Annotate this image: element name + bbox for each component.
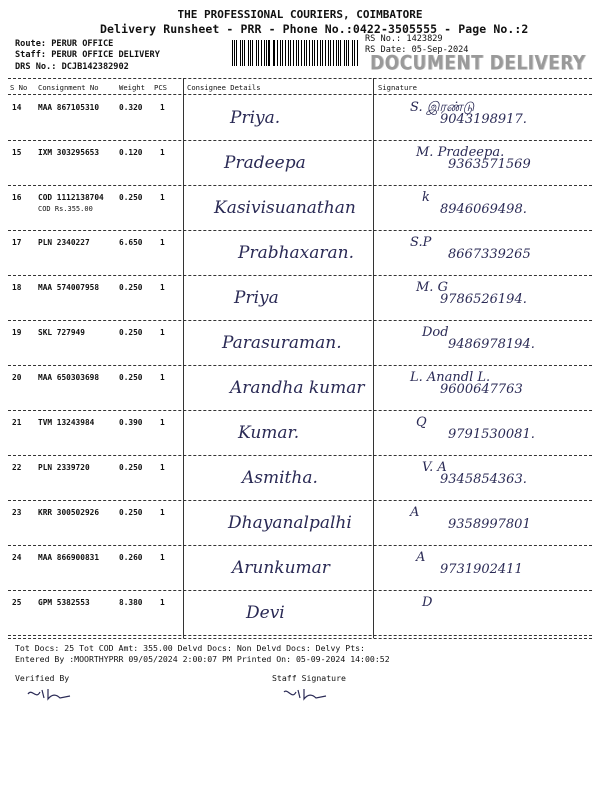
row-separator [8,230,592,231]
row-signature-mark: Q [416,415,427,430]
row-pcs: 1 [160,148,165,157]
barcode-bar [348,40,349,66]
row-consignee-name: Prabhaxaran. [238,243,355,263]
row-consignee-name: Arandha kumar [230,378,365,398]
rs-date: RS Date: 05-Sep-2024 [365,45,469,55]
row-sno: 23 [12,508,22,517]
row-separator [8,365,592,366]
row-pcs: 1 [160,238,165,247]
rs-number: RS No.: 1423829 [365,34,443,44]
row-signature-mark: A [416,550,426,565]
row-signature-mark: L. Anandl L. [410,370,491,385]
row-consignment-no: GPM 5382553 [38,598,90,607]
barcode-bar [288,40,289,66]
row-signature-mark: M. Pradeepa. [416,145,505,160]
row-sno: 20 [12,373,22,382]
row-weight: 0.250 [119,283,143,292]
column-header-consignment: Consignment No [38,83,99,92]
row-signature-phone: 9486978194. [448,337,535,352]
row-pcs: 1 [160,373,165,382]
row-consignment-no: MAA 574007958 [38,283,100,292]
row-sno: 15 [12,148,22,157]
row-sno: 14 [12,103,22,112]
row-pcs: 1 [160,103,165,112]
barcode-image [232,40,360,66]
row-weight: 6.650 [119,238,143,247]
row-consignment-no: MAA 650303698 [38,373,100,382]
row-sno: 25 [12,598,22,607]
row-cod-amount: COD Rs.355.00 [38,205,93,213]
totals-line: Tot Docs: 25 Tot COD Amt: 355.00 Delvd Docs: Non Delvd Docs: Delvy Pts: [15,643,365,653]
row-separator [8,500,592,501]
row-consignment-no: COD 1112138704 [38,193,104,202]
row-sno: 24 [12,553,22,562]
table-header-rule [8,94,592,95]
barcode-bar [354,40,355,66]
barcode-bar [314,40,315,66]
drs-number: DRS No.: DCJB142382902 [15,62,129,72]
row-consignee-name: Parasuraman. [222,333,342,353]
barcode-bar [274,40,275,66]
row-weight: 0.250 [119,373,143,382]
row-signature-mark: V. A [422,460,447,475]
row-consignee-name: Priya [234,288,279,308]
row-weight: 0.250 [119,463,143,472]
row-separator [8,140,592,141]
row-consignee-name: Priya. [230,108,281,128]
barcode-bar [340,40,341,66]
row-pcs: 1 [160,193,165,202]
barcode-bar [322,40,323,66]
row-consignment-no: KRR 300502926 [38,508,100,517]
row-separator [8,545,592,546]
row-consignee-name: Dhayanalpalhi [228,513,352,533]
barcode-bar [252,40,253,66]
barcode-bar [268,40,269,66]
row-weight: 0.120 [119,148,143,157]
row-sno: 19 [12,328,22,337]
barcode-bar [282,40,283,66]
row-separator [8,635,592,636]
row-pcs: 1 [160,598,165,607]
row-weight: 0.390 [119,418,143,427]
row-consignee-name: Kasivisuanathan [214,198,356,218]
route-label: Route: PERUR OFFICE [15,39,114,49]
row-signature-phone: 9363571569 [448,157,531,172]
barcode-bar [312,40,313,66]
row-signature-mark: M. G [416,280,448,295]
row-pcs: 1 [160,463,165,472]
row-sno: 18 [12,283,22,292]
row-consignee-name: Asmitha. [242,468,318,488]
document-delivery-stamp: DOCUMENT DELIVERY [370,52,586,75]
row-signature-phone: 9043198917. [440,112,527,127]
barcode-bar [328,40,329,66]
row-separator [8,320,592,321]
row-separator [8,455,592,456]
row-consignment-no: SKL 727949 [38,328,85,337]
barcode-bar [298,40,299,66]
row-signature-phone: 9358997801 [448,517,531,532]
row-signature-phone: 9786526194. [440,292,527,307]
row-signature-phone: 9791530081. [448,427,535,442]
row-weight: 0.250 [119,508,143,517]
row-sno: 17 [12,238,22,247]
row-consignee-name: Kumar. [238,423,300,443]
row-consignment-no: TVM 13243984 [38,418,95,427]
column-header-consignee: Consignee Details [187,83,261,92]
column-header-pcs: PCS [154,83,167,92]
row-signature-phone: 9731902411 [440,562,523,577]
row-consignee-name: Devi [246,603,285,623]
row-signature-phone: 8667339265 [448,247,531,262]
row-signature-mark: Dod [422,325,449,340]
staff-signature [282,686,328,702]
row-weight: 0.250 [119,328,143,337]
row-pcs: 1 [160,508,165,517]
row-sno: 22 [12,463,22,472]
table-bottom-rule [8,638,592,639]
row-separator [8,185,592,186]
row-pcs: 1 [160,418,165,427]
row-signature-mark: D [422,595,433,610]
staff-signature-label: Staff Signature [272,673,346,683]
row-weight: 0.260 [119,553,143,562]
row-weight: 0.320 [119,103,143,112]
row-pcs: 1 [160,328,165,337]
row-consignment-no: MAA 866900831 [38,553,100,562]
row-signature-phone: 8946069498. [440,202,527,217]
row-signature-phone: 9345854363. [440,472,527,487]
row-weight: 8.380 [119,598,143,607]
barcode-bar [244,40,245,66]
row-consignment-no: MAA 867105310 [38,103,100,112]
row-sno: 21 [12,418,22,427]
runsheet-title: Delivery Runsheet - PRR - Phone No.:0422-3505555 - Page No.:2 [100,22,529,36]
column-divider-signature [373,78,374,638]
row-signature-mark: A [410,505,420,520]
row-signature-mark: S.P [410,235,432,250]
row-separator [8,590,592,591]
row-consignee-name: Pradeepa [224,153,306,173]
barcode-bar [240,40,241,66]
row-signature-phone: 9600647763 [440,382,523,397]
company-title: THE PROFESSIONAL COURIERS, COIMBATORE [177,8,423,21]
row-consignment-no: IXM 303295653 [38,148,100,157]
column-header-weight: Weight [119,83,145,92]
barcode-bar [290,40,291,66]
column-header-sno: S No [10,83,28,92]
barcode-bar [256,40,257,66]
row-weight: 0.250 [119,193,143,202]
row-pcs: 1 [160,283,165,292]
entered-by-line: Entered By :MOORTHYPRR 09/05/2024 2:00:07 PM Printed On: 05-09-2024 14:00:52 [15,654,390,664]
row-separator [8,275,592,276]
row-signature-mark: S. இரண்டு [410,100,475,115]
row-consignment-no: PLN 2340227 [38,238,90,247]
row-consignee-name: Arunkumar [232,558,330,578]
row-separator [8,410,592,411]
row-signature-mark: k [422,190,430,205]
staff-label: Staff: PERUR OFFICE DELIVERY [15,50,160,60]
barcode-bar [232,40,233,66]
row-consignment-no: PLN 2339720 [38,463,90,472]
row-sno: 16 [12,193,22,202]
barcode-bar [336,40,337,66]
row-pcs: 1 [160,553,165,562]
column-header-signature: Signature [378,83,417,92]
verified-by-label: Verified By [15,673,70,683]
barcode-bar [264,40,265,66]
verifier-signature [26,686,72,702]
table-top-rule [8,78,592,79]
barcode-bar [306,40,307,66]
column-divider-consignee [183,78,184,638]
